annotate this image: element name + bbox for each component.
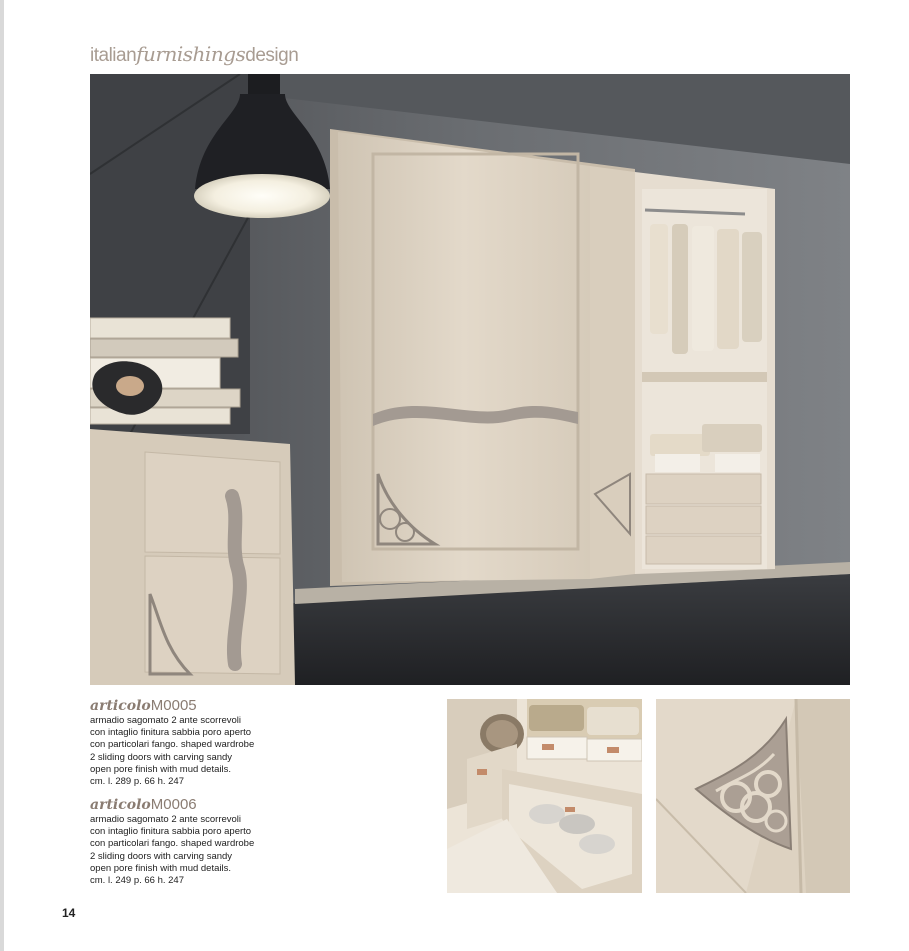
product-m0006: [90, 796, 290, 887]
drawer-detail-photo: [447, 699, 642, 893]
description-line: 2 sliding doors with carving sandy: [90, 850, 233, 862]
description-line: con intaglio finitura sabbia poro aperto: [90, 727, 252, 739]
product-code-number: M0006: [150, 796, 197, 813]
dimensions-line: cm. l. 289 p. 66 h. 247: [90, 776, 185, 788]
carving-detail-photo: [656, 699, 850, 893]
description-line: con intaglio finitura sabbia poro aperto: [90, 826, 252, 838]
product-description: [90, 814, 290, 887]
description-line: open pore finish with mud details.: [90, 862, 231, 874]
description-line: 2 sliding doors with carving sandy: [90, 751, 233, 763]
description-line: armadio sagomato 2 ante scorrevoli: [90, 814, 242, 825]
product-code: [90, 796, 290, 814]
dimensions-line: cm. l. 249 p. 66 h. 247: [90, 875, 185, 887]
product-code-prefix: articolo: [90, 797, 151, 813]
description-line: con particolari fango. shaped wardrobe: [90, 739, 255, 751]
product-code-number: M0005: [150, 697, 197, 714]
product-description: [90, 715, 290, 788]
page-edge: [0, 0, 4, 951]
description-line: open pore finish with mud details.: [90, 763, 231, 775]
product-m0005: [90, 697, 290, 788]
main-wardrobe-photo: [90, 74, 850, 685]
product-code-prefix: articolo: [90, 698, 151, 714]
brand-prefix: italian: [90, 45, 137, 66]
brand-header: [90, 42, 298, 67]
product-code: [90, 697, 290, 715]
brand-script: furnishings: [136, 42, 246, 66]
brand-suffix: design: [245, 45, 299, 66]
description-line: con particolari fango. shaped wardrobe: [90, 838, 255, 850]
description-line: armadio sagomato 2 ante scorrevoli: [90, 715, 242, 726]
page-number: 14: [62, 906, 76, 920]
